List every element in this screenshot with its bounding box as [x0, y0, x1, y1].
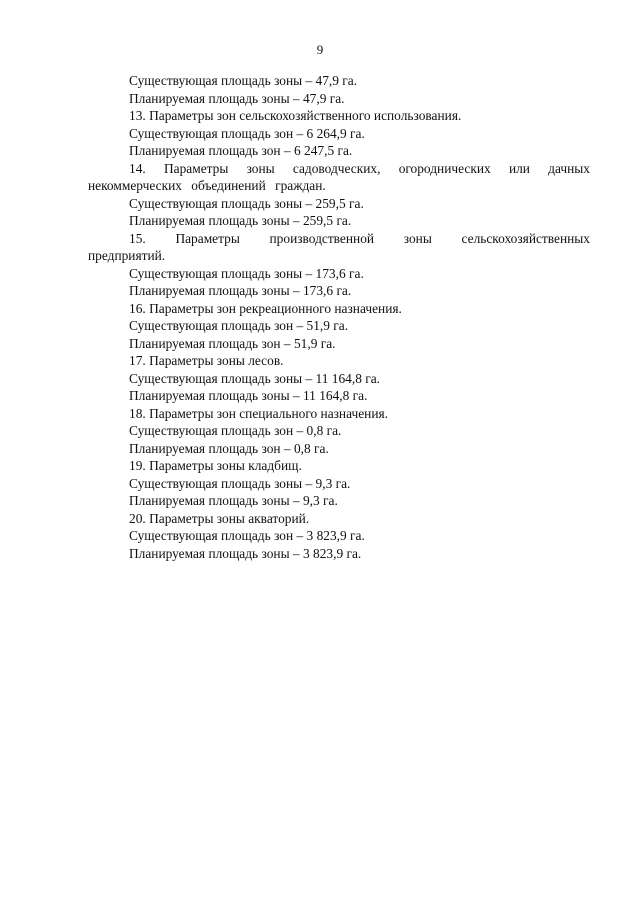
- existing-area-line: Существующая площадь зоны – 9,3 га.: [129, 475, 351, 491]
- planned-area-line: Планируемая площадь зоны – 173,6 га.: [129, 283, 352, 298]
- page-number: 9: [316, 42, 324, 57]
- planned-area-line: Планируемая площадь зоны – 47,9 га.: [129, 90, 345, 106]
- section-heading: 19. Параметры зоны кладбищ.: [129, 458, 302, 473]
- section-heading: 13. Параметры зон сельскохозяйственного использования.: [129, 108, 462, 123]
- existing-area-line: Существующая площадь зон – 51,9 га.: [129, 318, 349, 333]
- document-body: [88, 72, 590, 562]
- section-heading: 16. Параметры зон рекреационного назначения.: [129, 300, 402, 316]
- section-heading: 18. Параметры зон специального назначения.: [129, 405, 389, 421]
- planned-area-line: Планируемая площадь зоны – 11 164,8 га.: [129, 388, 368, 403]
- section-heading: 17. Параметры зоны лесов.: [129, 353, 284, 368]
- planned-area-line: Планируемая площадь зон – 51,9 га.: [129, 335, 336, 351]
- existing-area-line: Существующая площадь зоны – 11 164,8 га.: [129, 370, 381, 386]
- section-heading: 15. Параметры производственной зоны сельскохозяйственных предприятий.: [88, 230, 590, 263]
- planned-area-line: Планируемая площадь зоны – 9,3 га.: [129, 493, 338, 508]
- section-heading: 20. Параметры зоны акваторий.: [129, 510, 310, 526]
- existing-area-line: Существующая площадь зоны – 47,9 га.: [129, 73, 358, 88]
- existing-area-line: Существующая площадь зон – 6 264,9 га.: [129, 125, 365, 141]
- existing-area-line: Существующая площадь зон – 0,8 га.: [129, 423, 342, 438]
- planned-area-line: Планируемая площадь зоны – 3 823,9 га.: [129, 545, 362, 561]
- planned-area-line: Планируемая площадь зоны – 259,5 га.: [129, 213, 352, 228]
- existing-area-line: Существующая площадь зоны – 173,6 га.: [129, 265, 364, 281]
- planned-area-line: Планируемая площадь зон – 6 247,5 га.: [129, 143, 353, 158]
- existing-area-line: Существующая площадь зон – 3 823,9 га.: [129, 528, 365, 543]
- planned-area-line: Планируемая площадь зон – 0,8 га.: [129, 440, 329, 456]
- section-heading: 14. Параметры зоны садоводческих, огороднических или дачных некоммерческих объединений граждан.: [88, 160, 590, 193]
- existing-area-line: Существующая площадь зоны – 259,5 га.: [129, 195, 364, 211]
